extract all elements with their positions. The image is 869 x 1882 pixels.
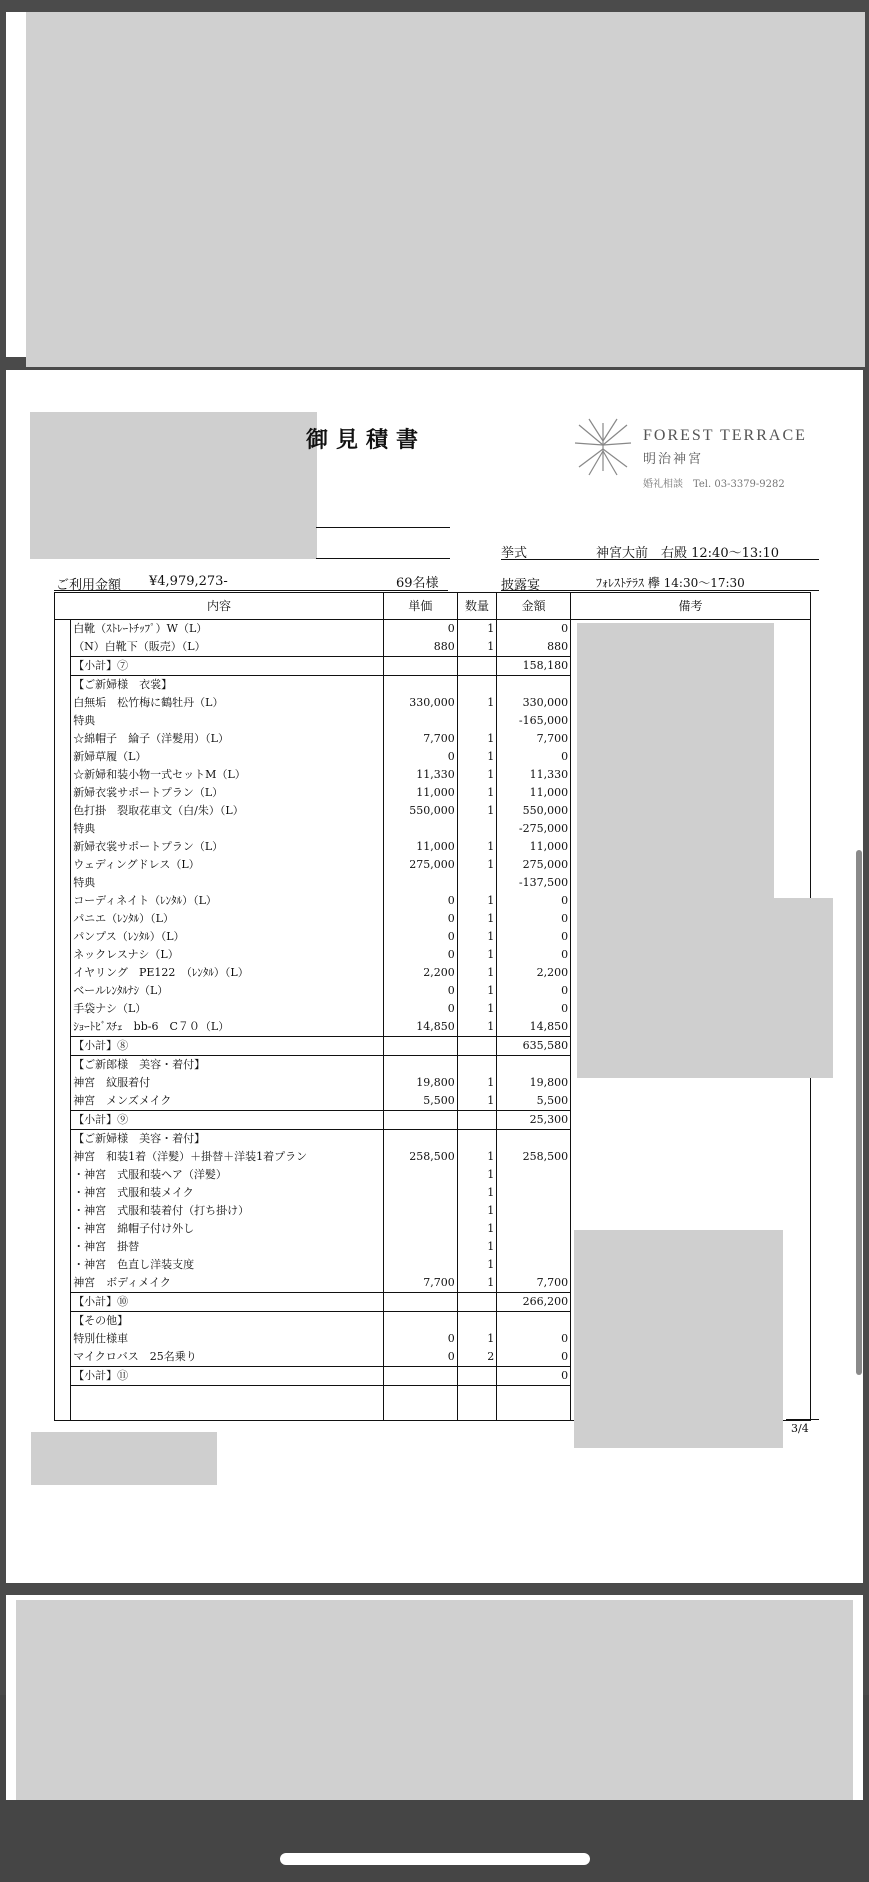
amount: 7,700 <box>497 1274 571 1293</box>
item-name: 特別仕様車 <box>71 1330 384 1348</box>
gutter-cell <box>55 856 71 874</box>
unit-price <box>383 1130 457 1149</box>
unit-price: 0 <box>383 910 457 928</box>
amount: 19,800 <box>497 1074 571 1092</box>
unit-price <box>383 657 457 676</box>
gutter-cell <box>55 964 71 982</box>
amount <box>497 1220 571 1238</box>
unit-price: 258,500 <box>383 1148 457 1166</box>
item-name: 【ご新婦様 衣裳】 <box>71 676 384 695</box>
unit-price: 0 <box>383 1000 457 1018</box>
item-name: 白無垢 松竹梅に鶴牡丹（L） <box>71 694 384 712</box>
amount: 0 <box>497 892 571 910</box>
gutter-cell <box>55 730 71 748</box>
item-name: イヤリング PE122 （ﾚﾝﾀﾙ）（L） <box>71 964 384 982</box>
amount: 275,000 <box>497 856 571 874</box>
item-name <box>71 1404 384 1421</box>
scrollbar[interactable] <box>856 850 862 1375</box>
ceremony-value: 神宮大前 右殿 12:40〜13:10 <box>596 546 780 561</box>
quantity: 1 <box>457 1202 496 1220</box>
item-name: 色打掛 裂取花車文（白/朱）（L） <box>71 802 384 820</box>
quantity: 1 <box>457 694 496 712</box>
amount: 0 <box>497 982 571 1000</box>
item-name: 白靴（ｽﾄﾚｰﾄﾁｯﾌﾟ）W（L） <box>71 620 384 639</box>
item-name: ベールﾚﾝﾀﾙﾅｼ（L） <box>71 982 384 1000</box>
gutter-cell <box>55 1184 71 1202</box>
item-name: ネックレスナシ（L） <box>71 946 384 964</box>
unit-price <box>383 1404 457 1421</box>
gutter-cell <box>55 1074 71 1092</box>
gutter-cell <box>55 1018 71 1037</box>
brand-sub: 明治神宮 <box>643 452 704 467</box>
amount <box>497 1184 571 1202</box>
item-name: （N）白靴下（販売）（L） <box>71 638 384 657</box>
amount: 11,330 <box>497 766 571 784</box>
redacted-area <box>577 623 774 898</box>
amount <box>497 1386 571 1405</box>
quantity <box>457 1312 496 1331</box>
estimate-page[interactable] <box>6 370 863 1583</box>
quantity: 1 <box>457 1166 496 1184</box>
item-name: 手袋ナシ（L） <box>71 1000 384 1018</box>
gutter-cell <box>55 1386 71 1405</box>
unit-price: 0 <box>383 1330 457 1348</box>
gutter-cell <box>55 748 71 766</box>
quantity: 1 <box>457 1238 496 1256</box>
table-row <box>55 1202 811 1220</box>
quantity: 1 <box>457 1018 496 1037</box>
quantity <box>457 1293 496 1312</box>
quantity: 1 <box>457 802 496 820</box>
amount: 0 <box>497 1348 571 1367</box>
quantity: 1 <box>457 1074 496 1092</box>
item-name: 特典 <box>71 712 384 730</box>
quantity: 1 <box>457 1148 496 1166</box>
amount: 11,000 <box>497 838 571 856</box>
gutter-cell <box>55 838 71 856</box>
unit-price <box>383 874 457 892</box>
gutter-cell <box>55 802 71 820</box>
amount <box>497 1312 571 1331</box>
gutter-cell <box>55 1330 71 1348</box>
quantity: 1 <box>457 982 496 1000</box>
page-number: 3/4 <box>791 1422 809 1435</box>
home-indicator[interactable] <box>280 1853 590 1865</box>
column-note: 備考 <box>571 593 811 620</box>
quantity: 1 <box>457 730 496 748</box>
table-row <box>55 1166 811 1184</box>
gutter-cell <box>55 712 71 730</box>
unit-price <box>383 1293 457 1312</box>
unit-price: 2,200 <box>383 964 457 982</box>
redacted-area <box>31 1432 217 1485</box>
gutter-cell <box>55 910 71 928</box>
previous-page[interactable] <box>6 12 863 357</box>
item-name: 神宮 和装1着（洋髪）＋掛替＋洋装1着プラン <box>71 1148 384 1166</box>
rule <box>54 590 448 591</box>
redacted-area <box>26 12 865 367</box>
amount: 14,850 <box>497 1018 571 1037</box>
amount: -275,000 <box>497 820 571 838</box>
unit-price <box>383 1312 457 1331</box>
quantity <box>457 1386 496 1405</box>
unit-price: 0 <box>383 620 457 639</box>
amount <box>497 1166 571 1184</box>
amount: 330,000 <box>497 694 571 712</box>
gutter-cell <box>55 1000 71 1018</box>
item-name: 【小計】⑪ <box>71 1367 384 1386</box>
rule <box>316 558 450 559</box>
quantity: 1 <box>457 856 496 874</box>
unit-price <box>383 1166 457 1184</box>
amount <box>497 676 571 695</box>
item-name: 特典 <box>71 820 384 838</box>
item-name <box>71 1386 384 1405</box>
table-header <box>55 593 811 620</box>
reception-value: ﾌｫﾚｽﾄﾃﾗｽ 欅 14:30〜17:30 <box>596 576 745 590</box>
unit-price <box>383 1367 457 1386</box>
quantity: 1 <box>457 928 496 946</box>
total-value: ¥4,979,273- <box>149 574 228 589</box>
amount: -137,500 <box>497 874 571 892</box>
unit-price <box>383 1202 457 1220</box>
note-cell <box>571 1111 811 1130</box>
amount: 880 <box>497 638 571 657</box>
item-name: 【その他】 <box>71 1312 384 1331</box>
note-cell <box>571 1148 811 1166</box>
amount: 550,000 <box>497 802 571 820</box>
amount: -165,000 <box>497 712 571 730</box>
gutter-cell <box>55 874 71 892</box>
unit-price: 5,500 <box>383 1092 457 1111</box>
item-name: 【小計】⑨ <box>71 1111 384 1130</box>
unit-price: 0 <box>383 1348 457 1367</box>
unit-price: 14,850 <box>383 1018 457 1037</box>
quantity: 1 <box>457 892 496 910</box>
ceremony-label: 挙式 <box>501 546 528 561</box>
unit-price <box>383 1037 457 1056</box>
unit-price <box>383 1184 457 1202</box>
gutter-cell <box>55 982 71 1000</box>
table-row <box>55 1092 811 1111</box>
unit-price: 11,330 <box>383 766 457 784</box>
quantity: 1 <box>457 1000 496 1018</box>
quantity: 1 <box>457 620 496 639</box>
quantity: 1 <box>457 1256 496 1274</box>
gutter-cell <box>55 820 71 838</box>
unit-price: 330,000 <box>383 694 457 712</box>
item-name: ☆綿帽子 綸子（洋髪用）（L） <box>71 730 384 748</box>
unit-price <box>383 1111 457 1130</box>
item-name: 新婦草履（L） <box>71 748 384 766</box>
unit-price <box>383 820 457 838</box>
rule <box>501 559 819 560</box>
unit-price: 0 <box>383 982 457 1000</box>
gutter-cell <box>55 1037 71 1056</box>
gutter-cell <box>55 620 71 639</box>
item-name: ☆新婦和装小物一式セットM（L） <box>71 766 384 784</box>
amount: 2,200 <box>497 964 571 982</box>
table-row <box>55 1148 811 1166</box>
note-cell <box>571 1184 811 1202</box>
item-name: 神宮 紋服着付 <box>71 1074 384 1092</box>
gutter-cell <box>55 1111 71 1130</box>
rule <box>786 1419 819 1420</box>
quantity: 2 <box>457 1348 496 1367</box>
amount: 7,700 <box>497 730 571 748</box>
quantity <box>457 1056 496 1075</box>
quantity: 1 <box>457 748 496 766</box>
unit-price <box>383 676 457 695</box>
amount: 258,500 <box>497 1148 571 1166</box>
gutter-cell <box>55 1293 71 1312</box>
item-name: 【ご新郎様 美容・着付】 <box>71 1056 384 1075</box>
item-name: ・神宮 式服和装ヘア（洋髪） <box>71 1166 384 1184</box>
gutter-cell <box>55 638 71 657</box>
unit-price: 0 <box>383 928 457 946</box>
item-name: マイクロバス 25名乗り <box>71 1348 384 1367</box>
quantity: 1 <box>457 1220 496 1238</box>
item-name: 神宮 メンズメイク <box>71 1092 384 1111</box>
unit-price <box>383 1220 457 1238</box>
tree-icon <box>571 415 635 479</box>
brand-name: FOREST TERRACE <box>643 427 807 444</box>
amount: 0 <box>497 620 571 639</box>
quantity: 1 <box>457 838 496 856</box>
rule <box>501 590 819 591</box>
gutter-cell <box>55 1130 71 1149</box>
gutter-cell <box>55 1256 71 1274</box>
amount: 0 <box>497 1000 571 1018</box>
amount: 0 <box>497 1330 571 1348</box>
quantity: 1 <box>457 784 496 802</box>
unit-price: 0 <box>383 748 457 766</box>
unit-price: 0 <box>383 892 457 910</box>
rule <box>316 527 450 528</box>
amount <box>497 1202 571 1220</box>
document-title: 御見積書 <box>306 427 427 453</box>
quantity: 1 <box>457 1274 496 1293</box>
amount: 0 <box>497 928 571 946</box>
gutter-cell <box>55 892 71 910</box>
redacted-area <box>577 898 833 1078</box>
amount: 0 <box>497 1367 571 1386</box>
amount <box>497 1238 571 1256</box>
gutter-cell <box>55 1092 71 1111</box>
gutter-cell <box>55 1238 71 1256</box>
unit-price: 0 <box>383 946 457 964</box>
gutter-cell <box>55 1202 71 1220</box>
quantity: 1 <box>457 1330 496 1348</box>
quantity: 1 <box>457 964 496 982</box>
note-cell <box>571 1202 811 1220</box>
quantity <box>457 1111 496 1130</box>
quantity: 1 <box>457 946 496 964</box>
amount: 0 <box>497 910 571 928</box>
subtotal-row <box>55 1111 811 1130</box>
gutter-cell <box>55 1056 71 1075</box>
column-price: 単価 <box>383 593 457 620</box>
unit-price: 880 <box>383 638 457 657</box>
unit-price <box>383 1386 457 1405</box>
amount: 0 <box>497 946 571 964</box>
quantity: 1 <box>457 1184 496 1202</box>
gutter-cell <box>55 694 71 712</box>
table-row <box>55 1184 811 1202</box>
gutter-cell <box>55 1367 71 1386</box>
guest-count: 69名様 <box>396 576 439 591</box>
item-name: ｼｮｰﾄﾋﾞｽﾁｪ bb-6 C７０（L） <box>71 1018 384 1037</box>
quantity <box>457 1037 496 1056</box>
item-name: 【小計】⑦ <box>71 657 384 676</box>
unit-price: 275,000 <box>383 856 457 874</box>
item-name: 特典 <box>71 874 384 892</box>
item-name: 神宮 ボディメイク <box>71 1274 384 1293</box>
gutter-cell <box>55 1166 71 1184</box>
redacted-area <box>574 1230 783 1448</box>
quantity <box>457 676 496 695</box>
amount: 266,200 <box>497 1293 571 1312</box>
unit-price: 11,000 <box>383 838 457 856</box>
unit-price: 7,700 <box>383 730 457 748</box>
item-name: パニエ（ﾚﾝﾀﾙ）（L） <box>71 910 384 928</box>
amount: 635,580 <box>497 1037 571 1056</box>
amount <box>497 1404 571 1421</box>
gutter-cell <box>55 1148 71 1166</box>
gutter-cell <box>55 657 71 676</box>
unit-price <box>383 1056 457 1075</box>
amount: 158,180 <box>497 657 571 676</box>
redacted-area <box>16 1600 853 1800</box>
item-name: ・神宮 式服和装着付（打ち掛け） <box>71 1202 384 1220</box>
quantity <box>457 874 496 892</box>
column-content: 内容 <box>55 593 384 620</box>
quantity: 1 <box>457 910 496 928</box>
gutter-cell <box>55 1404 71 1421</box>
quantity: 1 <box>457 638 496 657</box>
column-qty: 数量 <box>457 593 496 620</box>
gutter-cell <box>55 1312 71 1331</box>
item-name: 新婦衣裳サポートプラン（L） <box>71 784 384 802</box>
gutter-cell <box>55 946 71 964</box>
quantity <box>457 712 496 730</box>
gutter-cell <box>55 1348 71 1367</box>
gutter-cell <box>55 928 71 946</box>
item-name: 【小計】⑩ <box>71 1293 384 1312</box>
gutter-cell <box>55 784 71 802</box>
quantity <box>457 1367 496 1386</box>
quantity: 1 <box>457 1092 496 1111</box>
quantity: 1 <box>457 766 496 784</box>
gutter-cell <box>55 676 71 695</box>
item-name: ・神宮 掛替 <box>71 1238 384 1256</box>
amount: 5,500 <box>497 1092 571 1111</box>
gutter-cell <box>55 766 71 784</box>
amount <box>497 1130 571 1149</box>
unit-price: 7,700 <box>383 1274 457 1293</box>
item-name: コーディネイト（ﾚﾝﾀﾙ）（L） <box>71 892 384 910</box>
redacted-area <box>30 412 317 559</box>
unit-price: 550,000 <box>383 802 457 820</box>
quantity <box>457 657 496 676</box>
section-row <box>55 1130 811 1149</box>
quantity <box>457 820 496 838</box>
unit-price: 19,800 <box>383 1074 457 1092</box>
item-name: 【小計】⑧ <box>71 1037 384 1056</box>
amount <box>497 1256 571 1274</box>
amount: 0 <box>497 748 571 766</box>
amount: 11,000 <box>497 784 571 802</box>
note-cell <box>571 1130 811 1149</box>
brand-tel: 婚礼相談 Tel. 03-3379-9282 <box>643 479 785 490</box>
item-name: 新婦衣裳サポートプラン（L） <box>71 838 384 856</box>
item-name: ・神宮 式服和装メイク <box>71 1184 384 1202</box>
column-amount: 金額 <box>497 593 571 620</box>
reception-label: 披露宴 <box>501 578 541 593</box>
amount: 25,300 <box>497 1111 571 1130</box>
brand-logo <box>571 415 831 490</box>
total-label: ご利用金額 <box>56 578 122 593</box>
gutter-cell <box>55 1220 71 1238</box>
unit-price <box>383 1256 457 1274</box>
quantity <box>457 1130 496 1149</box>
gutter-cell <box>55 1274 71 1293</box>
unit-price <box>383 1238 457 1256</box>
item-name: ・神宮 色直し洋装支度 <box>71 1256 384 1274</box>
amount <box>497 1056 571 1075</box>
unit-price: 11,000 <box>383 784 457 802</box>
quantity <box>457 1404 496 1421</box>
item-name: ・神宮 綿帽子付け外し <box>71 1220 384 1238</box>
unit-price <box>383 712 457 730</box>
item-name: パンプス（ﾚﾝﾀﾙ）（L） <box>71 928 384 946</box>
next-page[interactable] <box>6 1595 863 1800</box>
item-name: ウェディングドレス（L） <box>71 856 384 874</box>
note-cell <box>571 1092 811 1111</box>
note-cell <box>571 1166 811 1184</box>
item-name: 【ご新婦様 美容・着付】 <box>71 1130 384 1149</box>
